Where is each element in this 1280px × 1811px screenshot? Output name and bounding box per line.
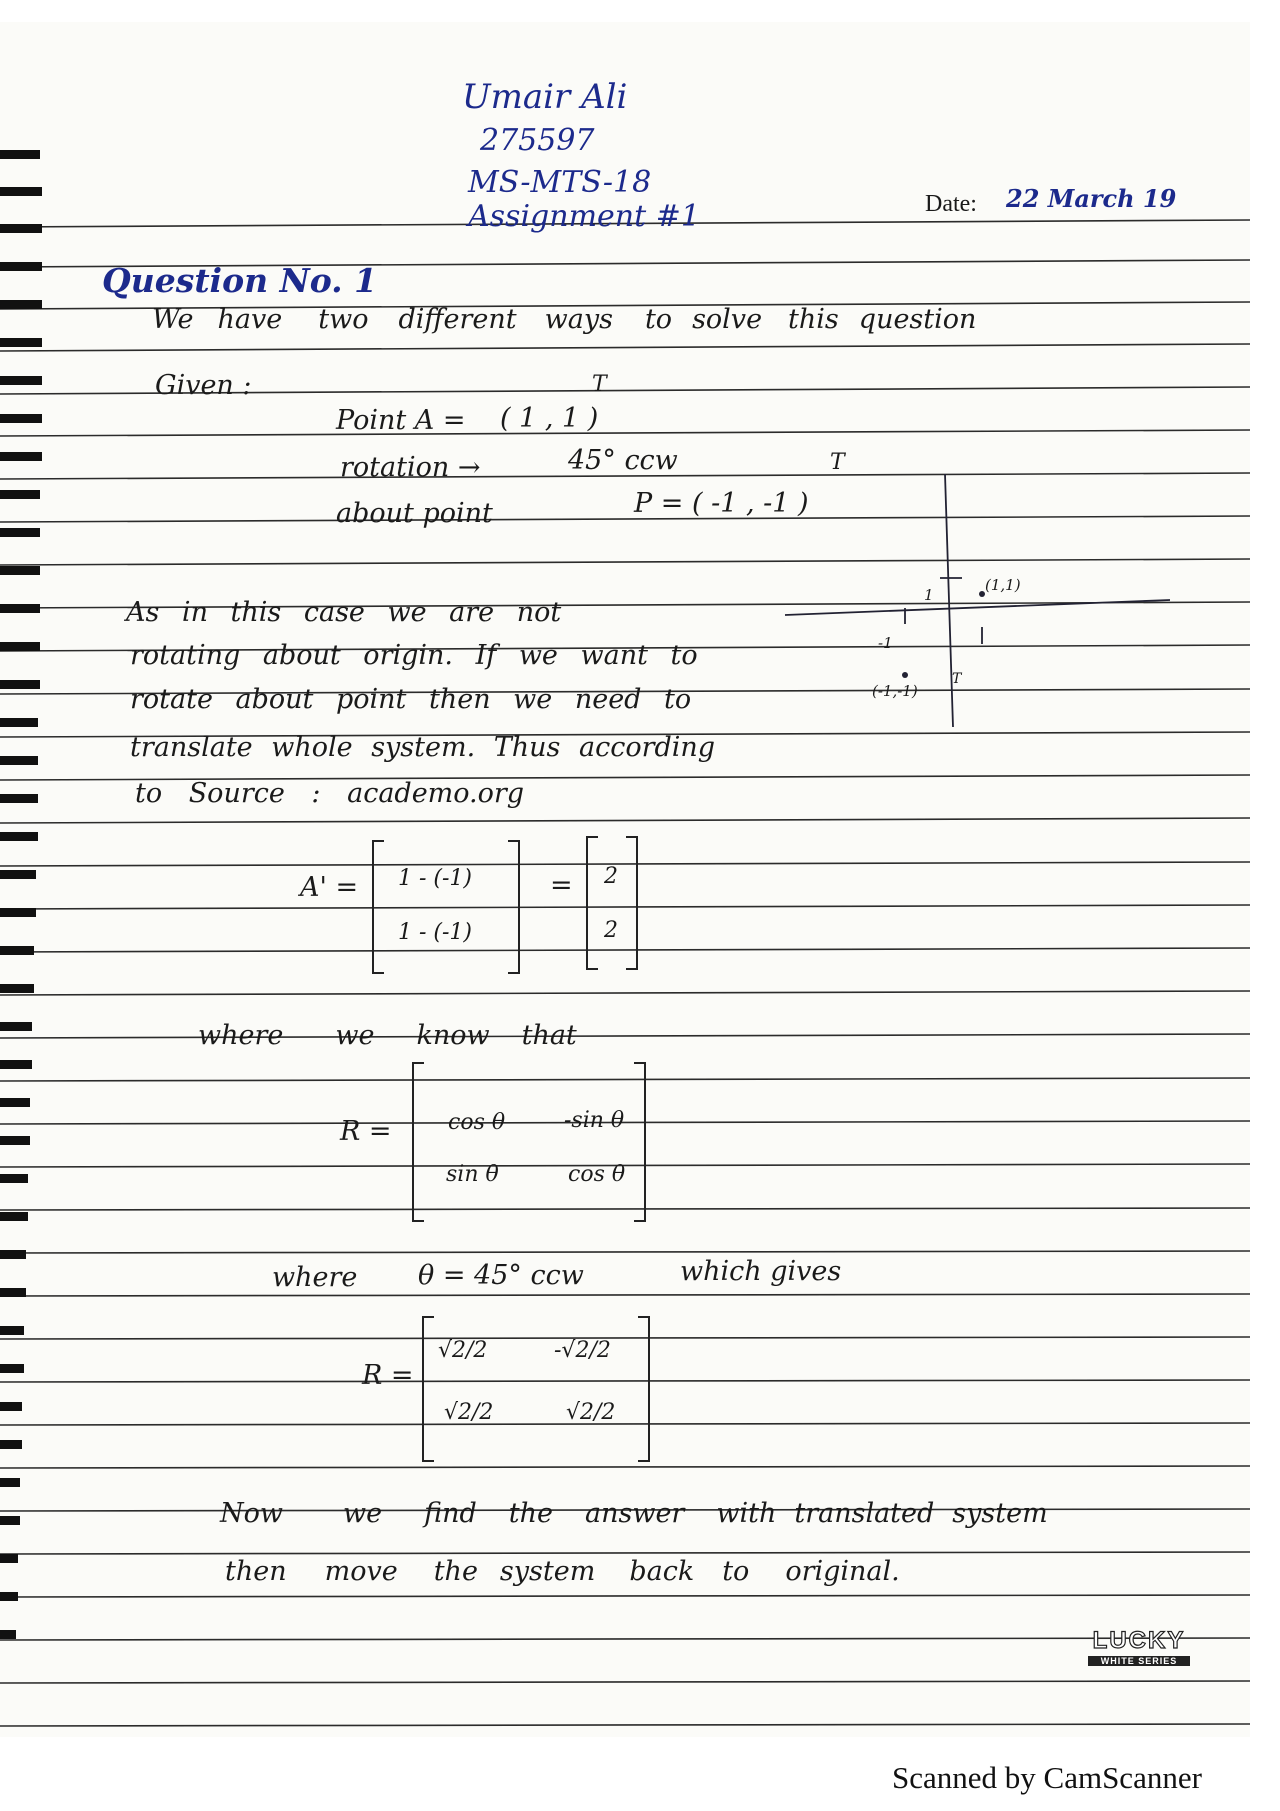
given-label: Given : bbox=[155, 370, 252, 401]
matrix-cell: sin θ bbox=[446, 1162, 499, 1187]
given-about-label: about point bbox=[336, 498, 493, 529]
given-about-value: P = ( -1 , -1 ) bbox=[634, 488, 809, 519]
closing-word: then bbox=[225, 1556, 287, 1587]
matrix-cell: √2/2 bbox=[438, 1338, 488, 1363]
explanation-line: As in this case we are not bbox=[126, 597, 562, 628]
where-label: where bbox=[272, 1262, 358, 1293]
transpose-mark: T bbox=[830, 450, 845, 475]
notebook-page bbox=[0, 22, 1250, 1737]
theta-value: θ = 45° ccw bbox=[418, 1260, 584, 1291]
program-code: MS-MTS-18 bbox=[468, 165, 652, 200]
where-word: where bbox=[198, 1020, 284, 1051]
matrix-cell: 1 - (-1) bbox=[398, 866, 473, 891]
matrix-r2 bbox=[422, 1316, 650, 1462]
student-name: Umair Ali bbox=[462, 77, 628, 117]
closing-line-2 bbox=[225, 1558, 900, 1585]
matrix-a-label: A' = bbox=[300, 872, 359, 903]
matrix-a-input bbox=[372, 840, 520, 974]
intro-line bbox=[152, 306, 976, 333]
intro-word: question bbox=[858, 304, 977, 335]
closing-word: Now bbox=[220, 1498, 283, 1529]
matrix-r-label: R = bbox=[340, 1116, 392, 1147]
matrix-cell: cos θ bbox=[448, 1110, 506, 1135]
closing-word: answer bbox=[585, 1498, 685, 1529]
sketch-point-p: (-1,-1) bbox=[872, 682, 918, 700]
explanation-line: rotating about origin. If we want to bbox=[130, 640, 698, 671]
question-title: Question No. 1 bbox=[102, 261, 378, 300]
explanation-line: rotate about point then we need to bbox=[130, 684, 692, 715]
closing-line-1 bbox=[220, 1500, 1048, 1527]
matrix-a-equals: = bbox=[550, 870, 573, 901]
closing-word: with bbox=[716, 1498, 777, 1529]
explanation-line: translate whole system. Thus according bbox=[130, 732, 716, 763]
sketch-tick-x: -1 bbox=[878, 634, 893, 652]
matrix-cell: 1 - (-1) bbox=[398, 920, 473, 945]
matrix-r2-label: R = bbox=[362, 1360, 414, 1391]
intro-word: solve bbox=[692, 304, 763, 335]
intro-word: this bbox=[788, 304, 839, 335]
sketch-point-a: (1,1) bbox=[985, 576, 1021, 594]
matrix-a-result bbox=[586, 836, 638, 970]
where-word: that bbox=[521, 1020, 577, 1051]
notebook-brand-logo bbox=[1088, 1627, 1190, 1666]
given-point-value: ( 1 , 1 ) bbox=[500, 403, 599, 434]
intro-word: to bbox=[644, 304, 673, 335]
transpose-mark: T bbox=[592, 372, 607, 397]
closing-word: the bbox=[508, 1498, 553, 1529]
brand-name: LUCKY bbox=[1092, 1627, 1186, 1654]
assignment-title: Assignment #1 bbox=[468, 199, 700, 234]
closing-word: system bbox=[499, 1556, 596, 1587]
matrix-cell: 2 bbox=[604, 864, 618, 889]
matrix-cell: √2/2 bbox=[566, 1400, 616, 1425]
given-rotation-value: 45° ccw bbox=[568, 445, 678, 476]
sketch-transpose-mark: T bbox=[952, 671, 962, 687]
given-rotation-label: rotation → bbox=[340, 452, 481, 483]
closing-word: back bbox=[629, 1556, 695, 1587]
intro-word: ways bbox=[544, 304, 613, 335]
matrix-r bbox=[412, 1062, 646, 1222]
closing-word: move bbox=[324, 1556, 398, 1587]
matrix-cell: -√2/2 bbox=[554, 1338, 611, 1363]
where-line bbox=[198, 1022, 577, 1049]
where-word: we bbox=[335, 1020, 375, 1051]
sketch-tick-y: 1 bbox=[924, 586, 934, 604]
scanner-footer: Scanned by CamScanner bbox=[892, 1760, 1202, 1795]
date-value: 22 March 19 bbox=[1006, 184, 1177, 213]
matrix-cell: -sin θ bbox=[564, 1108, 625, 1133]
intro-word: two bbox=[318, 304, 369, 335]
closing-word: we bbox=[343, 1498, 383, 1529]
matrix-cell: 2 bbox=[604, 918, 618, 943]
closing-word: the bbox=[433, 1556, 478, 1587]
given-point-label: Point A = bbox=[336, 405, 466, 436]
matrix-cell: cos θ bbox=[568, 1162, 626, 1187]
where-word: know bbox=[416, 1020, 490, 1051]
closing-word: to bbox=[722, 1556, 750, 1587]
student-id: 275597 bbox=[480, 123, 595, 158]
explanation-line: to Source : academo.org bbox=[135, 778, 525, 809]
closing-word: find bbox=[424, 1498, 477, 1529]
intro-word: different bbox=[398, 304, 517, 335]
closing-word: translated bbox=[794, 1498, 935, 1529]
brand-series: WHITE SERIES bbox=[1088, 1656, 1190, 1666]
which-gives: which gives bbox=[680, 1256, 842, 1287]
intro-word: We bbox=[152, 304, 194, 335]
closing-word: system bbox=[952, 1498, 1048, 1529]
matrix-cell: √2/2 bbox=[444, 1400, 494, 1425]
date-label: Date: bbox=[925, 191, 977, 217]
intro-word: have bbox=[217, 304, 283, 335]
closing-word: original. bbox=[785, 1556, 900, 1587]
